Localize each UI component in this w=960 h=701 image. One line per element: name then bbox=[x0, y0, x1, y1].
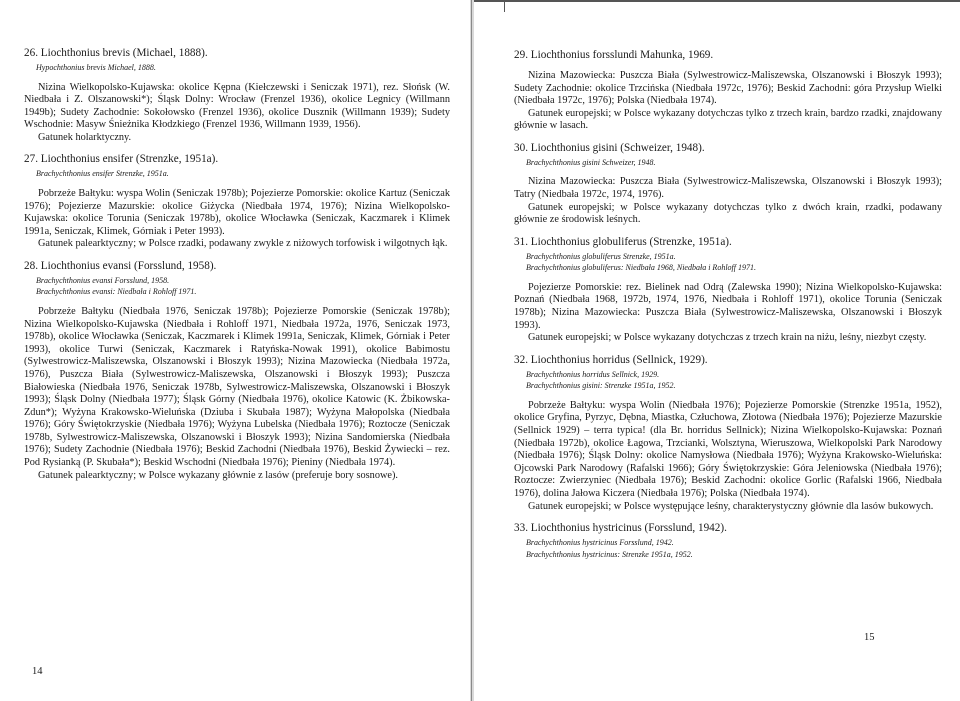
synonym-line: Brachychthonius evansi: Niedbała i Rohloff 1971. bbox=[36, 287, 197, 297]
distribution-paragraph: Nizina Wielkopolsko-Kujawska: okolice Kępna (Kiełczewski i Seniczak 1971), rez. Słońsk (W. Niedbała i Z. Olszanowski*); Śląsk Dolny: Wrocław (Frenzel 1936), okolice Legnicy (Willmann 1949b); Sudety Zachodnie: Sokołowsko (Frenzel 1936), okolice Dusznik (Willmann 1939); Sudety Wschodnie: Masyw Śnieżnika Kłodzkiego (Frenzel 1936, Willmann 1939, 1956). bbox=[24, 81, 450, 131]
species-entry-31 bbox=[514, 236, 942, 345]
status-paragraph: Gatunek holarktyczny. bbox=[38, 131, 132, 143]
status-paragraph: Gatunek europejski; w Polsce występujące leśny, charakterystyczny głównie dla lasów bukowych. bbox=[528, 500, 934, 512]
species-heading: 31. Liochthonius globuliferus (Strenzke, 1951a). bbox=[514, 235, 732, 248]
synonym-line: Hypochthonius brevis Michael, 1888. bbox=[36, 63, 156, 72]
species-heading: 29. Liochthonius forsslundi Mahunka, 1969. bbox=[514, 49, 714, 61]
species-entry-27 bbox=[24, 153, 450, 250]
distribution-paragraph: Pobrzeże Bałtyku: wyspa Wolin (Niedbała 1976); Pojezierze Pomorskie (Strenzke 1951a, 1952), okolice Gryfina, Pyrzyc, Dębna, Miastka, Człuchowa, Złotowa (Niedbała 1976); Pojezierze Mazurskie (Sellnick 1929) – terra typica! (dla Br. horridus Sellnick); Nizina Wielkopolsko-Kujawska: Poznań (Niedbała 1972b), okolice Łagowa, Trzcianki, Wolsztyna, Wieruszowa, Wielkopolski Park Narodowy (Niedbała 1976); Śląsk Dolny: okolice Namysłowa (Niedbała 1976); Wyżyna Krakowsko-Wieluńska: Ojcowski Park Narodowy (Rafalski 1966); Góry Świętokrzyskie: Góra Jeleniowska (Niedbała 1976); Roztocze: Zwierzyniec (Niedbała 1976); Beskid Zachodni: okolice Gorlic (Rafalski 1966, Niedbała 1976), dolina Jałowa Kiczera (Niedbała 1976); Polska (Niedbała 1974). bbox=[514, 399, 942, 499]
synonym-line: Brachychthonius hystricinus: Strenzke 1951a, 1952. bbox=[526, 549, 693, 559]
synonym-line: Brachychthonius horridus Sellnick, 1929. bbox=[526, 369, 660, 379]
species-entry-30 bbox=[514, 142, 942, 227]
page-number-left: 14 bbox=[32, 666, 43, 677]
species-heading: 33. Liochthonius hystricinus (Forsslund, 1942). bbox=[514, 522, 727, 535]
synonym-line: Brachychthonius globuliferus Strenzke, 1951a. bbox=[526, 251, 676, 261]
gutter-line bbox=[471, 0, 472, 701]
species-entry-26 bbox=[24, 47, 450, 144]
distribution-paragraph: Nizina Mazowiecka: Puszcza Biała (Sylwestrowicz-Maliszewska, Olszanowski i Błoszyk 1993); Sudety Zachodnie: okolice Trzcińska (Niedbała 1972c, 1976); Beskid Zachodni: góra Przysłup Wielki (Niedbała 1972c, 1976); Polska (Niedbała 1974). bbox=[514, 70, 942, 107]
distribution-paragraph: Pojezierze Pomorskie: rez. Bielinek nad Odrą (Zalewska 1990); Nizina Wielkopolsko-Kujawska: Poznań (Niedbała 1968, 1972b, 1974, 1976, Niedbała i Rohloff 1971), okolice Torunia (Seniczak 1978b); Nizina Mazowiecka: Puszcza Biała (Sylwestrowicz-Maliszewska, Olszanowski i Błoszyk 1993). bbox=[514, 281, 942, 331]
distribution-paragraph: Pobrzeże Bałtyku: wyspa Wolin (Seniczak 1978b); Pojezierze Pomorskie: okolice Kartuz (Seniczak 1976); Pojezierze Mazurskie: okolice Giżycka (Niedbała 1974, 1976); Nizina Wielkopolsko-Kujawska: okolice Torunia (Seniczak 1978b), okolice Włocławka (Seniczak, Kaczmarek i Klimek 1991a, Seniczak, Klimek, Górniak i Peter 1993). bbox=[24, 187, 450, 237]
synonym-line: Brachychthonius evansi Forsslund, 1958. bbox=[36, 275, 170, 285]
status-paragraph: Gatunek europejski; w Polsce wykazany dotychczas tylko z trzech krain, bardzo rzadki, znajdowany głównie w lasach. bbox=[514, 107, 943, 132]
right-page bbox=[474, 0, 960, 701]
species-heading: 27. Liochthonius ensifer (Strenzke, 1951a). bbox=[24, 153, 219, 166]
species-heading: 32. Liochthonius horridus (Sellnick, 1929). bbox=[514, 353, 708, 366]
left-page bbox=[0, 0, 470, 701]
synonym-line: Brachychthonius globuliferus: Niedbała 1968, Niedbała i Rohloff 1971. bbox=[526, 263, 756, 273]
species-entry-32 bbox=[514, 354, 942, 513]
status-paragraph: Gatunek europejski; w Polsce wykazany dotychczas tylko z dwóch krain, rzadki, podawany głównie ze środowisk leśnych. bbox=[514, 201, 942, 226]
status-paragraph: Gatunek palearktyczny; w Polsce wykazany głównie z lasów (preferuje bory sosnowe). bbox=[38, 469, 398, 481]
synonym-line: Brachychthonius gisini: Strenzke 1951a, 1952. bbox=[526, 381, 676, 391]
species-entry-33 bbox=[514, 522, 942, 560]
distribution-paragraph: Nizina Mazowiecka: Puszcza Biała (Sylwestrowicz-Maliszewska, Olszanowski i Błoszyk 1993); Tatry (Niedbała 1972c, 1974, 1976). bbox=[514, 176, 942, 201]
status-paragraph: Gatunek palearktyczny; w Polsce rzadki, podawany zwykle z niżowych torfowisk i wilgotnych łąk. bbox=[38, 238, 448, 250]
distribution-paragraph: Pobrzeże Bałtyku (Niedbała 1976, Seniczak 1978b); Pojezierze Pomorskie (Seniczak 1978b); Nizina Wielkopolsko-Kujawska (Niedbała i Rohloff 1971, Niedbała 1972a, 1976, Seniczak 1973, 1978b), okolice Włocławka (Seniczak, Kaczmarek i Klimek 1991a, Seniczak, Klimek, Górniak i Peter 1993), okolice Turwi (Seniczak, Kaczmarek i Ratyńska-Nowak 1991), okolice Babimostu (Sylwestrowicz-Maliszewska, Olszanowski i Błoszyk 1993); Nizina Mazowiecka (Niedbała 1972a, 1976), Puszcza Biała (Sylwestrowicz-Maliszewska, Olszanowski i Błoszyk 1993); Puszcza Białowieska (Niedbała 1976, Seniczak 1978b, Sylwestrowicz-Maliszewska, Olszanowski i Błoszyk 1993); Śląsk Dolny (Niedbała 1977); Śląsk Górny (Niedbała 1976), okolice Katowic (K. Żbikowska-Zdun*); Wyżyna Krakowsko-Wieluńska (Dziuba i Skubała 1987); Wyżyna Małopolska (Niedbała 1976); Góry Świętokrzyskie (Niedbała 1976); Wyżyna Lubelska (Niedbała 1976); Roztocze (Seniczak 1978b, Sylwestrowicz-Maliszewska, Olszanowski i Błoszyk 1993); Nizina Sandomierska (Niedbała 1976); Sudety Zachodnie (Niedbała 1976); Beskid Zachodni (Niedbała 1976), Beskid Żywiecki – rez. Pod Rysianką (P. Skubała*); Beskid Wschodni (Niedbała 1976); Pieniny (Niedbała 1974). bbox=[24, 305, 450, 469]
synonym-line: Brachychthonius hystricinus Forsslund, 1942. bbox=[526, 538, 674, 548]
synonym-line: Brachychthonius gisini Schweizer, 1948. bbox=[526, 157, 656, 167]
species-heading: 26. Liochthonius brevis (Michael, 1888). bbox=[24, 47, 208, 59]
status-paragraph: Gatunek europejski; w Polsce wykazany dotychczas z trzech krain na niżu, leśny, niezbyt częsty. bbox=[528, 332, 927, 344]
page-number-right: 15 bbox=[864, 632, 875, 643]
species-entry-29 bbox=[514, 49, 942, 133]
species-heading: 28. Liochthonius evansi (Forsslund, 1958). bbox=[24, 259, 217, 272]
species-heading: 30. Liochthonius gisini (Schweizer, 1948). bbox=[514, 141, 705, 154]
synonym-line: Brachychthonius ensifer Strenzke, 1951a. bbox=[36, 169, 169, 179]
species-entry-28 bbox=[24, 260, 450, 482]
